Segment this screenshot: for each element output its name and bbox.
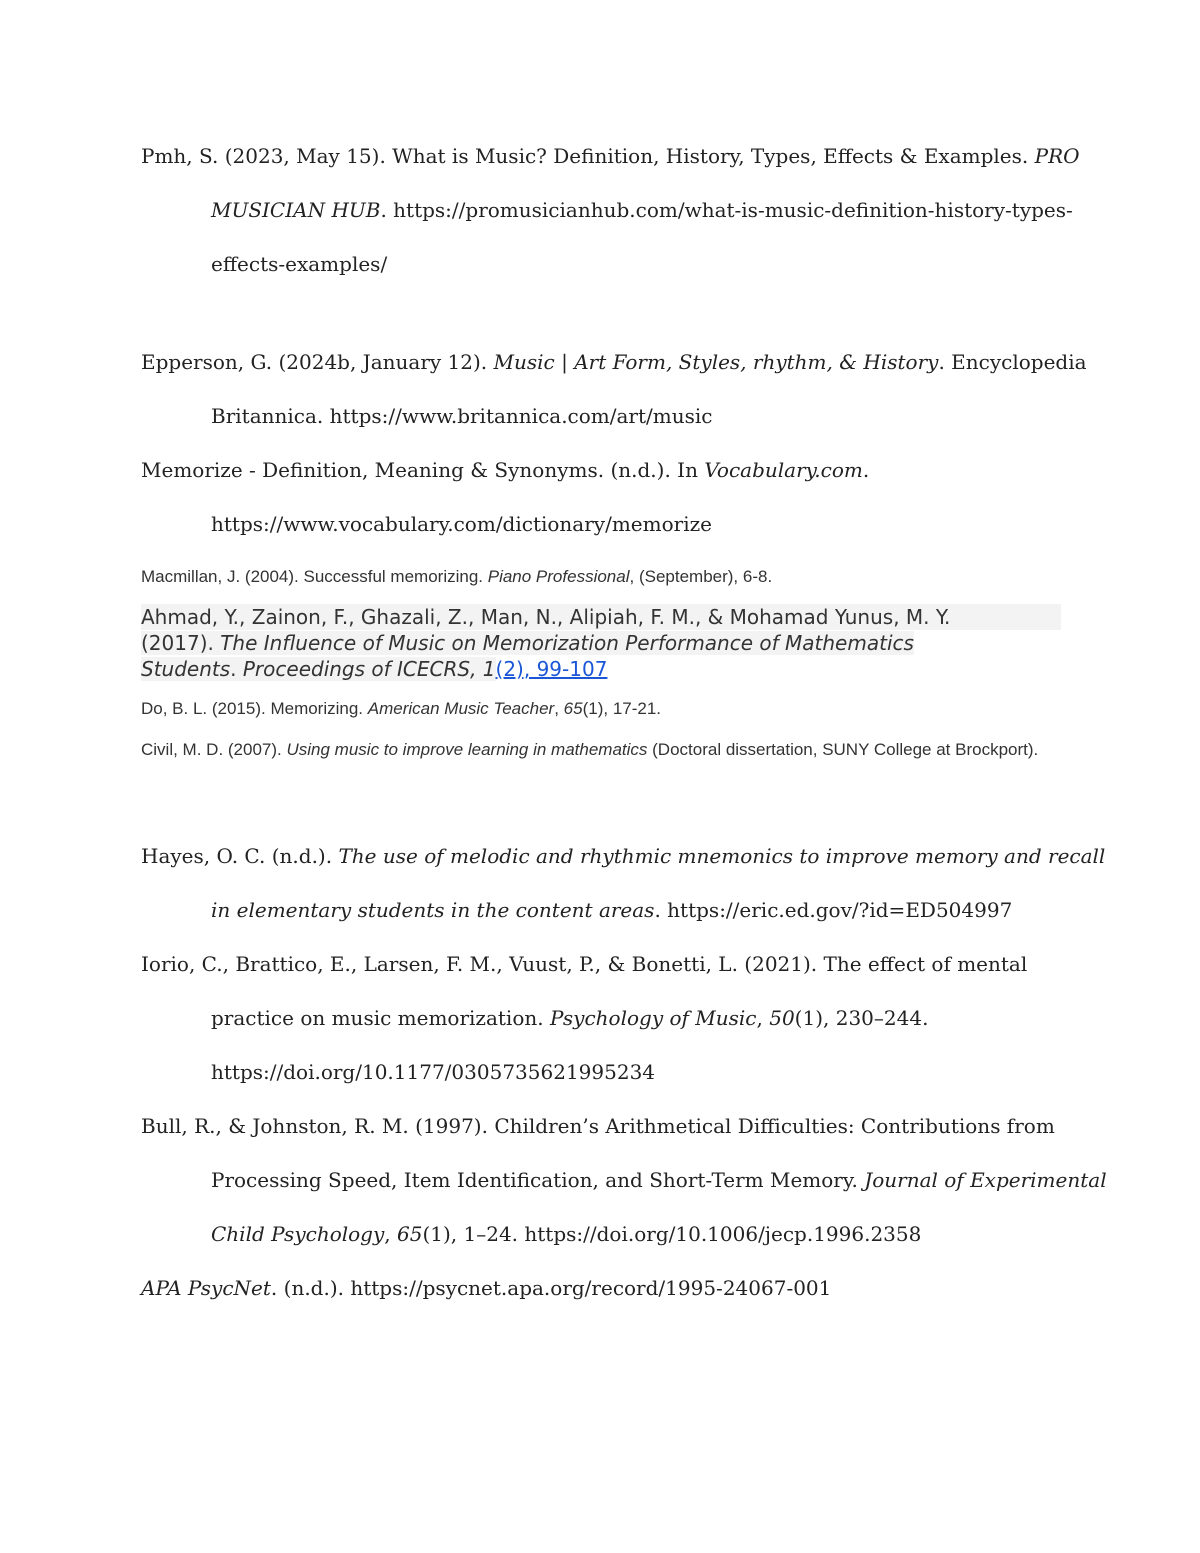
reference-line: [141, 129, 1080, 183]
citation-journal: Journal of Experimental: [864, 1168, 1107, 1192]
citation-source: APA PsycNet: [141, 1276, 271, 1300]
reference-pmh: [141, 129, 1080, 291]
citation-title: What is Music? Definition, History, Types, Effects & Examples.: [392, 144, 1035, 168]
reference-line: [141, 883, 1061, 937]
citation-url: Britannica. https://www.britannica.com/art/music: [211, 404, 713, 428]
reference-line: [141, 443, 1061, 497]
citation-url: https://doi.org/10.1177/0305735621995234: [211, 1060, 656, 1084]
reference-line: [141, 183, 1073, 237]
citation-details: (1), 17-21.: [582, 699, 662, 718]
citation-title: The Influence of Music on Memorization Performance of Mathematics: [220, 631, 914, 655]
citation-author: Iorio, C., Brattico, E., Larsen, F. M., Vuust, P., & Bonetti, L. (2021). The effect of mental: [141, 952, 1028, 976]
reference-iorio: [141, 937, 1061, 1099]
reference-line: [141, 829, 1106, 883]
citation-url: . https://eric.ed.gov/?id=ED504997: [654, 898, 1013, 922]
reference-line: [141, 656, 1061, 682]
reference-line: [141, 237, 1061, 291]
reference-apa: [141, 1261, 1061, 1315]
reference-ahmad: [141, 604, 1061, 682]
citation-title: Memorize - Definition, Meaning & Synonyms. (n.d.). In: [141, 458, 705, 482]
reference-line: [141, 696, 1061, 721]
citation-author: Bull, R., & Johnston, R. M. (1997). Children’s Arithmetical Difficulties: Contributions from: [141, 1114, 1055, 1138]
citation-author: Do, B. L. (2015). Memorizing.: [141, 699, 368, 718]
reference-line: [141, 937, 1061, 991]
reference-line: [141, 737, 1061, 762]
reference-macmillan: [141, 564, 1061, 589]
citation-author: Civil, M. D. (2007).: [141, 740, 287, 759]
citation-url: . (n.d.). https://psycnet.apa.org/record/1995-24067-001: [270, 1276, 832, 1300]
citation-title: Processing Speed, Item Identification, and Short-Term Memory.: [211, 1168, 865, 1192]
citation-year: (2017).: [141, 631, 221, 655]
citation-title: in elementary students in the content areas: [211, 898, 655, 922]
citation-details: (Doctoral dissertation, SUNY College at Brockport).: [647, 740, 1039, 759]
citation-journal: Piano Professional: [487, 567, 630, 586]
citation-details: , (September), 6-8.: [629, 567, 773, 586]
citation-title: Music | Art Form, Styles, rhythm, & History: [493, 350, 939, 374]
reference-line: [141, 564, 1061, 589]
citation-publisher: . Encyclopedia: [938, 350, 1087, 374]
punctuation: .: [230, 657, 243, 681]
citation-author: Epperson, G. (2024b, January 12).: [141, 350, 494, 374]
reference-line: Ahmad, Y., Zainon, F., Ghazali, Z., Man, N., Alipiah, F. M., & Mohamad Yunus, M. Y.: [141, 604, 1061, 630]
punctuation: .: [862, 458, 870, 482]
citation-url: https://www.vocabulary.com/dictionary/memorize: [211, 512, 712, 536]
reference-line: [141, 1099, 1061, 1153]
citation-site: MUSICIAN HUB: [211, 198, 381, 222]
reference-line: [141, 630, 1061, 656]
citation-url: effects-examples/: [211, 252, 388, 276]
citation-journal: Proceedings of ICECRS, 1: [242, 657, 496, 681]
citation-journal: Child Psychology: [211, 1222, 385, 1246]
citation-author: Macmillan, J. (2004). Successful memorizing.: [141, 567, 488, 586]
citation-title: Using music to improve learning in mathematics: [286, 740, 648, 759]
reference-epperson: [141, 335, 1087, 443]
punctuation: ,: [384, 1222, 397, 1246]
citation-site: PRO: [1034, 144, 1080, 168]
citation-details: (1), 1–24. https://doi.org/10.1006/jecp.1996.2358: [422, 1222, 922, 1246]
citation-link[interactable]: (2), 99-107: [495, 657, 608, 681]
citation-url: . https://promusicianhub.com/what-is-music-definition-history-types-: [380, 198, 1073, 222]
citation-source: Vocabulary.com: [704, 458, 863, 482]
reference-line: [141, 1045, 1061, 1099]
citation-author: Pmh, S. (2023, May 15).: [141, 144, 393, 168]
punctuation: ,: [756, 1006, 770, 1030]
citation-volume: 65: [563, 699, 583, 718]
citation-journal: American Music Teacher: [367, 699, 555, 718]
citation-volume: 65: [397, 1222, 423, 1246]
citation-author: Hayes, O. C. (n.d.).: [141, 844, 339, 868]
reference-line: [141, 335, 1087, 389]
citation-volume: 50: [769, 1006, 795, 1030]
reference-hayes: [141, 829, 1106, 937]
reference-line: [141, 1153, 1107, 1207]
citation-title: The use of melodic and rhythmic mnemonics to improve memory and recall: [338, 844, 1106, 868]
reference-do: [141, 696, 1061, 721]
reference-bull: [141, 1099, 1107, 1261]
citation-title: practice on music memorization.: [211, 1006, 550, 1030]
reference-line: [141, 991, 1061, 1045]
citation-pages: (1), 230–244.: [794, 1006, 929, 1030]
reference-line: [141, 497, 1061, 551]
reference-line: [141, 1261, 1061, 1315]
citation-journal: Psychology of Music: [549, 1006, 757, 1030]
citation-title: Students: [141, 657, 231, 681]
punctuation: ,: [554, 699, 564, 718]
reference-memorize: [141, 443, 1061, 551]
reference-civil: [141, 737, 1061, 762]
reference-line: [141, 389, 1061, 443]
reference-line: [141, 1207, 1061, 1261]
